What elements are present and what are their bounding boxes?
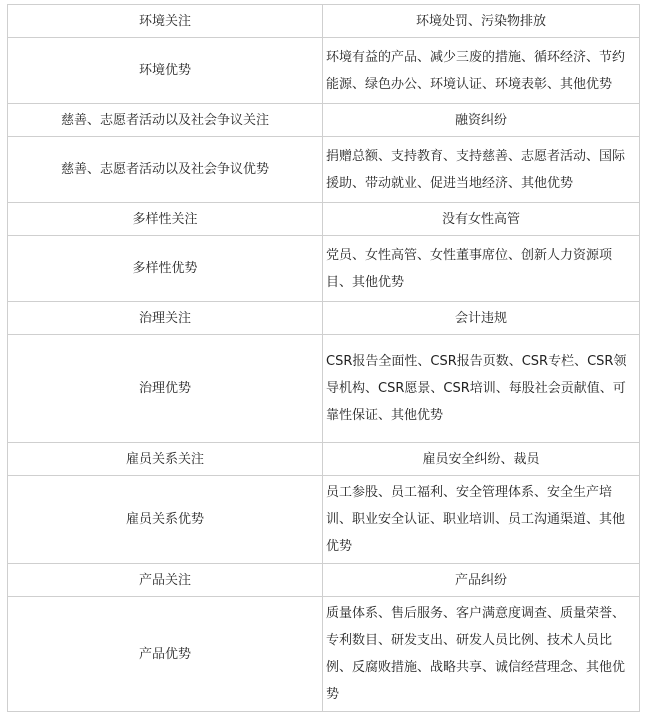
table-row xyxy=(8,564,640,597)
category-cell: 环境优势 xyxy=(8,38,323,104)
table-row xyxy=(8,302,640,335)
category-cell: 雇员关系关注 xyxy=(8,443,323,476)
description-cell: 会计违规 xyxy=(323,302,640,335)
description-cell: 融资纠纷 xyxy=(323,104,640,137)
description-cell: 没有女性高管 xyxy=(323,203,640,236)
category-cell: 多样性优势 xyxy=(8,236,323,302)
category-cell: 慈善、志愿者活动以及社会争议优势 xyxy=(8,137,323,203)
category-cell: 环境关注 xyxy=(8,5,323,38)
table-row xyxy=(8,597,640,712)
description-cell: 雇员安全纠纷、裁员 xyxy=(323,443,640,476)
description-cell: 产品纠纷 xyxy=(323,564,640,597)
description-cell: CSR报告全面性、CSR报告页数、CSR专栏、CSR领导机构、CSR愿景、CSR培训、每股社会贡献值、可靠性保证、其他优势 xyxy=(323,335,640,443)
table-row xyxy=(8,5,640,38)
table-row xyxy=(8,476,640,564)
indicator-table xyxy=(7,4,640,712)
description-cell: 质量体系、售后服务、客户满意度调查、质量荣誉、专利数目、研发支出、研发人员比例、技术人员比例、反腐败措施、战略共享、诚信经营理念、其他优势 xyxy=(323,597,640,712)
table-row xyxy=(8,38,640,104)
category-cell: 产品关注 xyxy=(8,564,323,597)
table-row xyxy=(8,335,640,443)
description-cell: 员工参股、员工福利、安全管理体系、安全生产培训、职业安全认证、职业培训、员工沟通渠道、其他优势 xyxy=(323,476,640,564)
category-cell: 慈善、志愿者活动以及社会争议关注 xyxy=(8,104,323,137)
table-row xyxy=(8,104,640,137)
table-row xyxy=(8,236,640,302)
description-cell: 环境处罚、污染物排放 xyxy=(323,5,640,38)
category-cell: 雇员关系优势 xyxy=(8,476,323,564)
table-row xyxy=(8,137,640,203)
category-cell: 治理关注 xyxy=(8,302,323,335)
description-cell: 环境有益的产品、减少三废的措施、循环经济、节约能源、绿色办公、环境认证、环境表彰、其他优势 xyxy=(323,38,640,104)
category-cell: 治理优势 xyxy=(8,335,323,443)
category-cell: 产品优势 xyxy=(8,597,323,712)
category-cell: 多样性关注 xyxy=(8,203,323,236)
table-row xyxy=(8,443,640,476)
description-cell: 党员、女性高管、女性董事席位、创新人力资源项目、其他优势 xyxy=(323,236,640,302)
description-cell: 捐赠总额、支持教育、支持慈善、志愿者活动、国际援助、带动就业、促进当地经济、其他优势 xyxy=(323,137,640,203)
table-row xyxy=(8,203,640,236)
